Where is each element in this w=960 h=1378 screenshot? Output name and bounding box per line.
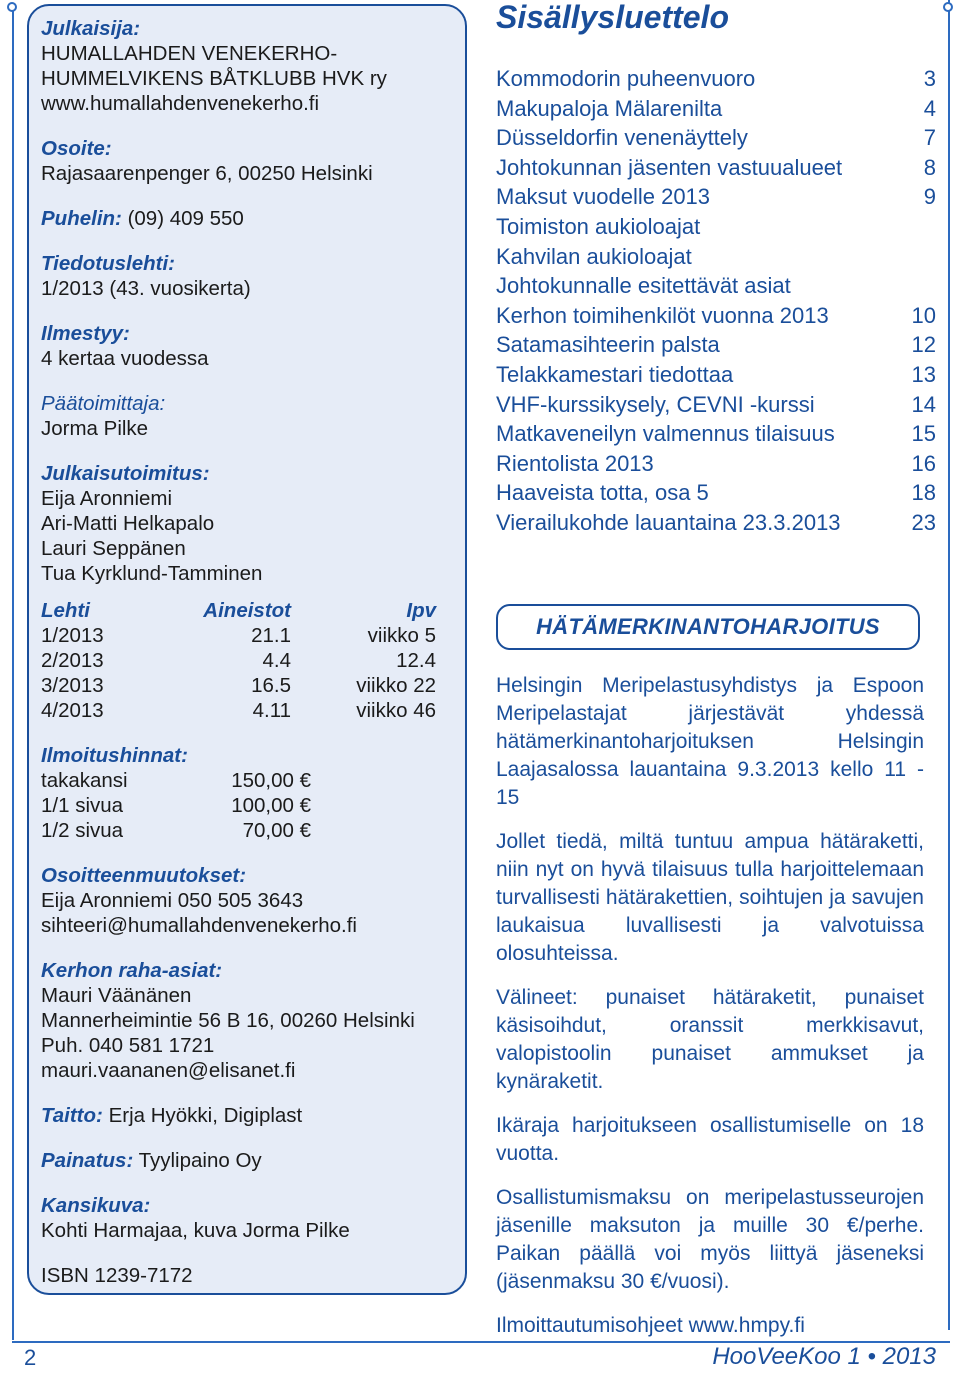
toc-title: Sisällysluettelo <box>496 0 729 35</box>
price-value: 150,00 € <box>231 769 311 792</box>
editorial-label: Julkaisutoimitus: <box>41 462 210 485</box>
editorial-member: Ari-Matti Helkapalo <box>41 512 215 535</box>
schedule-cell: 2/2013 <box>41 649 104 672</box>
article-paragraph: Osallistumismaksu on meripelastusseurojen jäsenille maksuton ja muille 30 €/perhe. Paikan päällä voi myös liittyä jäseneksi (jäsenmaksu 30 €/vuosi). <box>496 1186 924 1293</box>
appears-value: 4 kertaa vuodessa <box>41 347 209 370</box>
article-paragraph: Ikäraja harjoitukseen osallistumiselle on 18 vuotta. <box>496 1114 924 1165</box>
address-changes-contact: Eija Aronniemi 050 505 3643 <box>41 889 304 912</box>
schedule-cell: 4.11 <box>252 699 291 722</box>
toc-item <box>496 330 936 360</box>
toc-item-title: Kahvilan aukioloajat <box>496 243 692 269</box>
appears-label: Ilmestyy: <box>41 322 130 345</box>
price-row <box>41 793 451 818</box>
layout-credit-value: Erja Hyökki, Digiplast <box>108 1104 303 1127</box>
phone-value: (09) 409 550 <box>127 207 244 230</box>
toc-item <box>496 123 936 153</box>
toc-item-title: Toimiston aukioloajat <box>496 213 701 239</box>
schedule-row <box>41 623 451 648</box>
frame-dot-left <box>7 2 17 12</box>
price-value: 70,00 € <box>242 819 311 842</box>
table-of-contents <box>496 64 936 538</box>
toc-item <box>496 271 936 301</box>
article-paragraph: Ilmoittautumisohjeet www.hmpy.fi <box>496 1314 805 1337</box>
toc-item-title: Telakkamestari tiedottaa <box>496 361 734 387</box>
price-item: takakansi <box>41 769 128 792</box>
schedule-row <box>41 698 451 723</box>
publisher-line: HUMALLAHDEN VENEKERHO- <box>41 42 338 65</box>
printing-label: Painatus: <box>41 1149 134 1172</box>
schedule-cell: 4.4 <box>262 649 291 672</box>
toc-item-page: 12 <box>911 332 936 358</box>
toc-item-title: Kerhon toimihenkilöt vuonna 2013 <box>496 302 829 328</box>
schedule-cell: 1/2013 <box>41 624 104 647</box>
toc-item-page: 9 <box>923 184 936 210</box>
toc-item-title: Vierailukohde lauantaina 23.3.2013 <box>496 509 841 535</box>
address-changes-label: Osoitteenmuutokset: <box>41 864 247 887</box>
toc-item-page: 18 <box>911 480 936 506</box>
publisher-line: HUMMELVIKENS BÅTKLUBB HVK ry <box>41 67 387 90</box>
editor-label: Päätoimittaja: <box>41 392 166 415</box>
publisher-label: Julkaisija: <box>41 17 141 40</box>
toc-item-page: 16 <box>911 450 936 476</box>
schedule-cell: viikko 5 <box>367 624 436 647</box>
cover-label: Kansikuva: <box>41 1194 151 1217</box>
cover-value: Kohti Harmajaa, kuva Jorma Pilke <box>41 1219 350 1242</box>
toc-item <box>496 449 936 479</box>
printing-credit <box>41 1148 451 1173</box>
toc-item <box>496 153 936 183</box>
toc-item-title: Rientolista 2013 <box>496 450 654 476</box>
price-row <box>41 818 451 843</box>
ad-prices-list <box>41 768 451 843</box>
toc-item <box>496 478 936 508</box>
toc-item-title: Matkaveneilyn valmennus tilaisuus <box>496 421 835 447</box>
schedule-row <box>41 673 451 698</box>
toc-item <box>496 419 936 449</box>
address-changes-email: sihteeri@humallahdenvenekerho.fi <box>41 914 357 937</box>
frame-line-left <box>12 10 14 1340</box>
article-paragraph: Välineet: punaiset hätäraketit, punaiset käsisoihdut, oranssit merkkisavut, valopistoolin punaiset ammukset ja kynäraketit. <box>496 986 924 1093</box>
editorial-member: Tua Kyrklund-Tamminen <box>41 562 263 585</box>
address-label: Osoite: <box>41 137 112 160</box>
schedule-cell: 4/2013 <box>41 699 104 722</box>
toc-item-title: Satamasihteerin palsta <box>496 332 720 358</box>
toc-item-page: 13 <box>911 361 936 387</box>
toc-item-page: 14 <box>911 391 936 417</box>
schedule-table <box>41 598 451 1288</box>
toc-item-page: 15 <box>911 421 936 447</box>
schedule-header-ipv: Ipv <box>406 599 436 622</box>
schedule-cell: 12.4 <box>396 649 436 672</box>
bulletin-value: 1/2013 (43. vuosikerta) <box>41 277 251 300</box>
toc-item-page: 8 <box>923 154 936 180</box>
toc-item <box>496 360 936 390</box>
toc-item-title: Haaveista totta, osa 5 <box>496 480 709 506</box>
toc-item <box>496 64 936 94</box>
finances-line: Mauri Väänänen <box>41 984 192 1007</box>
article-body <box>496 672 924 1356</box>
frame-dot-right <box>943 2 953 12</box>
page-number: 2 <box>24 1345 37 1370</box>
toc-item-title: VHF-kurssikysely, CEVNI -kurssi <box>496 391 815 417</box>
finances-email: mauri.vaananen@elisanet.fi <box>41 1059 296 1082</box>
editor-value: Jorma Pilke <box>41 417 149 440</box>
schedule-row <box>41 648 451 673</box>
schedule-cell: 16.5 <box>251 674 291 697</box>
ad-prices-label: Ilmoitushinnat: <box>41 744 188 767</box>
finances-label: Kerhon raha-asiat: <box>41 959 223 982</box>
toc-item <box>496 508 936 538</box>
price-value: 100,00 € <box>231 794 311 817</box>
schedule-header <box>41 598 451 623</box>
layout-credit-label: Taitto: <box>41 1104 103 1127</box>
publisher-website: www.humallahdenvenekerho.fi <box>41 92 320 115</box>
schedule-header-material: Aineistot <box>203 599 291 622</box>
finances-line: Puh. 040 581 1721 <box>41 1034 215 1057</box>
article-paragraph: Helsingin Meripelastusyhdistys ja Espoon Meripelastajat järjestävät yhdessä hätämerkinantoharjoituksen Helsingin Laajasalossa lauantaina 9.3.2013 kello 11 - 15 <box>496 674 924 809</box>
toc-item <box>496 94 936 124</box>
price-item: 1/1 sivua <box>41 794 124 817</box>
schedule-cell: viikko 46 <box>356 699 436 722</box>
toc-item-page: 7 <box>923 125 936 151</box>
layout-credit <box>41 1103 451 1128</box>
toc-item-title: Düsseldorfin venenäyttely <box>496 125 748 151</box>
schedule-cell: 21.1 <box>251 624 291 647</box>
schedule-cell: viikko 22 <box>356 674 436 697</box>
colophon-box <box>27 4 467 1295</box>
address-value: Rajasaarenpenger 6, 00250 Helsinki <box>41 162 373 185</box>
phone-row <box>41 206 451 231</box>
schedule-header-issue: Lehti <box>41 599 90 622</box>
toc-item-title: Kommodorin puheenvuoro <box>496 66 756 91</box>
toc-item <box>496 212 936 242</box>
right-column <box>496 0 936 1337</box>
phone-label: Puhelin: <box>41 207 122 230</box>
printing-value: Tyylipaino Oy <box>138 1149 262 1172</box>
isbn: ISBN 1239-7172 <box>41 1264 193 1287</box>
article-heading-box <box>496 604 920 650</box>
bulletin-label: Tiedotuslehti: <box>41 252 176 275</box>
article-paragraph: Jollet tiedä, miltä tuntuu ampua hätäraketti, niin nyt on hyvä tilaisuus tulla harjoittelemaan turvallisesti hätärakettien, soihtujen ja savujen laukaisua luvallisesti ja valvotuissa olosuhteissa. <box>496 830 924 965</box>
editorial-member: Lauri Seppänen <box>41 537 186 560</box>
price-row <box>41 768 451 793</box>
editorial-member: Eija Aronniemi <box>41 487 173 510</box>
toc-item-page: 10 <box>911 302 936 328</box>
toc-item-title: Maksut vuodelle 2013 <box>496 184 711 210</box>
toc-item-title: Makupaloja Mälarenilta <box>496 95 723 121</box>
toc-item-title: Johtokunnalle esitettävät asiat <box>496 273 791 299</box>
toc-item-page: 4 <box>923 95 936 121</box>
toc-item <box>496 182 936 212</box>
price-item: 1/2 sivua <box>41 819 124 842</box>
frame-line-right <box>948 0 960 1330</box>
toc-item-page: 3 <box>923 66 936 91</box>
publication-name: HooVeeKoo 1 • 2013 <box>712 1343 936 1370</box>
toc-item <box>496 390 936 420</box>
toc-item <box>496 301 936 331</box>
toc-item-title: Johtokunnan jäsenten vastuualueet <box>496 154 843 180</box>
finances-line: Mannerheimintie 56 B 16, 00260 Helsinki <box>41 1009 415 1032</box>
article-heading: HÄTÄMERKINANTOHARJOITUS <box>536 614 880 639</box>
toc-item-page: 23 <box>911 509 936 535</box>
schedule-cell: 3/2013 <box>41 674 104 697</box>
toc-item <box>496 242 936 272</box>
